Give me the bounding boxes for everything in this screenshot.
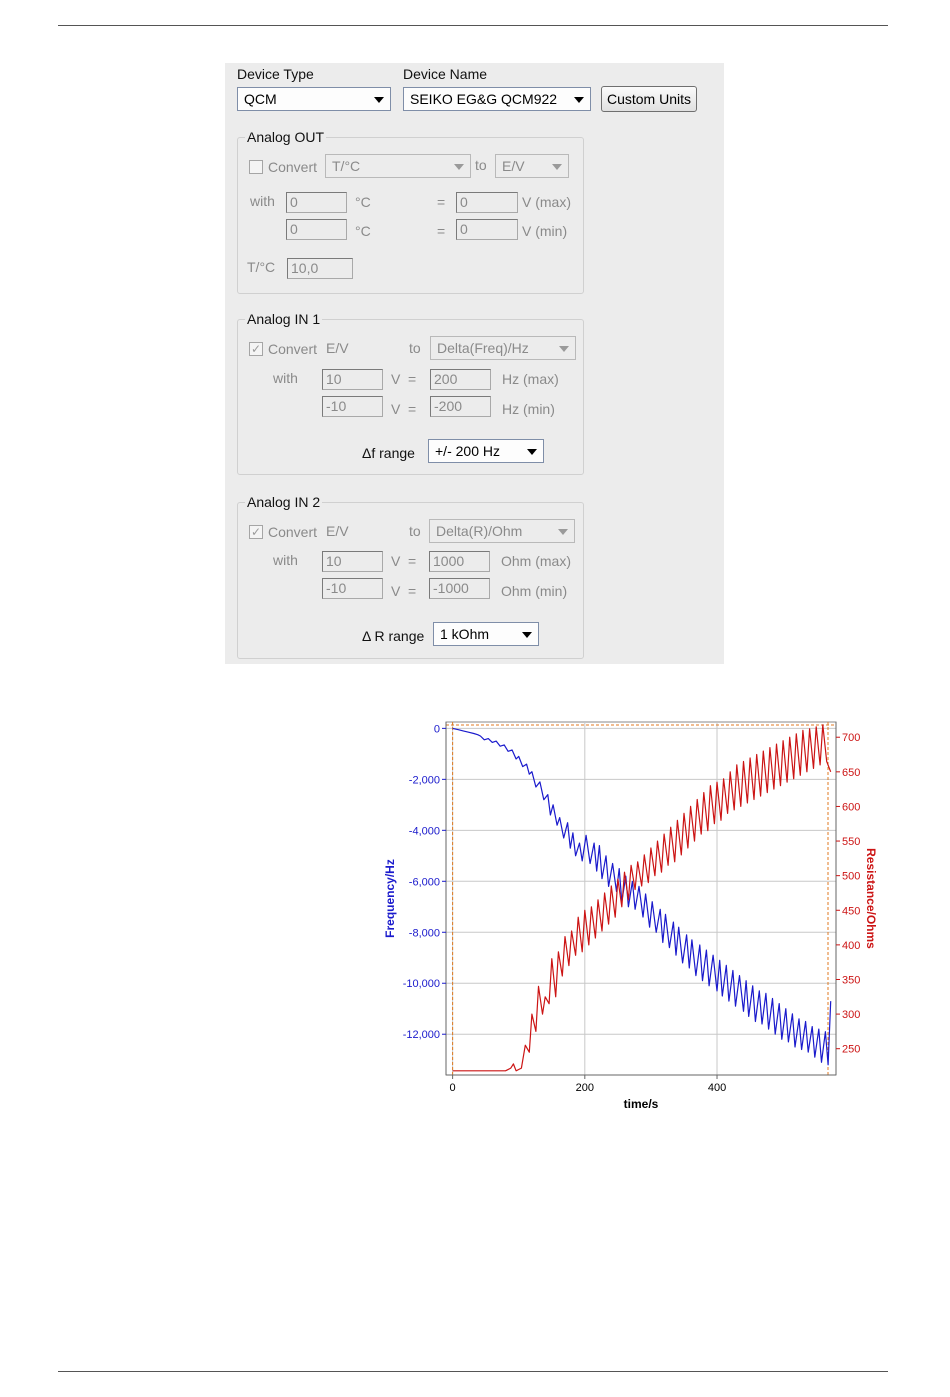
y2-axis-label: Resistance/Ohms — [864, 848, 878, 949]
analog-in1-with-label: with — [273, 370, 298, 386]
analog-in2-min-output-unit: Ohm (min) — [501, 583, 568, 599]
device-type-value: QCM — [244, 91, 277, 107]
analog-out-max-output-unit: V (max) — [522, 194, 571, 210]
analog-in1-max-input[interactable]: 10 — [322, 369, 383, 390]
device-settings-panel — [225, 63, 724, 664]
analog-in2-max-output-unit: Ohm (max) — [501, 553, 571, 569]
analog-in1-range-select[interactable] — [428, 439, 544, 463]
analog-in1-convert-label: Convert — [268, 341, 318, 357]
y2-tick-label: 250 — [842, 1043, 861, 1056]
analog-in2-convert-checkbox[interactable] — [249, 525, 263, 539]
y2-tick-label: 500 — [842, 870, 861, 883]
check-icon: ✓ — [250, 525, 262, 539]
y-tick-label: -12,000 — [402, 1029, 440, 1042]
analog-in2-convert-label: Convert — [268, 524, 318, 540]
analog-in1-to-value: Delta(Freq)/Hz — [437, 340, 529, 356]
device-name-select[interactable] — [403, 87, 591, 111]
device-type-label: Device Type — [237, 66, 314, 82]
analog-out-max-input[interactable]: 0 — [286, 192, 347, 213]
analog-out-min-input[interactable]: 0 — [286, 219, 347, 240]
analog-out-title: Analog OUT — [247, 129, 325, 145]
check-icon: ✓ — [250, 342, 262, 356]
analog-in1-min-output-unit: Hz (min) — [502, 401, 555, 417]
analog-out-to-value: E/V — [502, 158, 525, 174]
analog-in2-max-output[interactable]: 1000 — [429, 551, 490, 572]
analog-in2-range-label: Δ R range — [362, 628, 425, 644]
analog-out-convert-checkbox[interactable] — [249, 160, 263, 174]
analog-out-min-output-unit: V (min) — [522, 223, 568, 239]
analog-in1-range-label: Δf range — [362, 445, 415, 461]
analog-in1-max-output-unit: Hz (max) — [502, 371, 559, 387]
analog-in2-from-unit: E/V — [326, 523, 349, 539]
analog-out-min-eq: = — [437, 223, 446, 239]
device-name-label: Device Name — [403, 66, 488, 82]
y2-tick-label: 550 — [842, 836, 861, 849]
analog-in1-min-input[interactable]: -10 — [322, 396, 383, 417]
analog-in2-min-eq: = — [408, 583, 417, 599]
y2-tick-label: 450 — [842, 905, 861, 918]
analog-out-convert-label: Convert — [268, 159, 318, 175]
y-tick-label: -6,000 — [408, 876, 440, 889]
analog-out-min-output[interactable]: 0 — [456, 219, 518, 240]
chevron-down-icon — [559, 346, 569, 352]
analog-in1-max-input-unit: V — [391, 371, 401, 387]
analog-out-to-select[interactable] — [495, 154, 569, 178]
analog-out-from-value: T/°C — [332, 158, 361, 174]
y-tick-label: -8,000 — [408, 927, 440, 940]
y2-tick-label: 600 — [842, 801, 861, 814]
analog-in2-title: Analog IN 2 — [247, 494, 321, 510]
analog-out-to-label: to — [475, 157, 487, 173]
chevron-down-icon — [527, 449, 537, 455]
analog-in2-range-value: 1 kOhm — [440, 626, 490, 642]
device-name-value: SEIKO EG&G QCM922 — [410, 91, 558, 107]
x-tick-label: 200 — [575, 1082, 594, 1094]
x-axis-label: time/s — [623, 1097, 659, 1111]
y-axis-label: Frequency/Hz — [383, 859, 397, 938]
analog-in1-title: Analog IN 1 — [247, 311, 321, 327]
y-tick-label: 0 — [433, 723, 440, 736]
y-tick-label: -2,000 — [408, 774, 440, 787]
frequency-resistance-chart — [370, 714, 890, 1114]
analog-in2-to-label: to — [409, 523, 421, 539]
y2-tick-label: 700 — [842, 732, 861, 745]
analog-out-from-select[interactable] — [325, 154, 471, 178]
x-tick-label: 0 — [449, 1082, 456, 1094]
y-tick-label: -10,000 — [402, 978, 440, 991]
chevron-down-icon — [558, 529, 568, 535]
analog-out-max-input-unit: °C — [355, 194, 371, 210]
analog-in1-max-eq: = — [408, 371, 417, 387]
x-tick-label: 400 — [707, 1082, 727, 1094]
y-tick-label: -4,000 — [408, 825, 440, 838]
device-type-select[interactable] — [237, 87, 391, 111]
analog-out-max-output[interactable]: 0 — [456, 192, 518, 213]
analog-in2-max-input-unit: V — [391, 553, 401, 569]
analog-in1-min-output[interactable]: -200 — [430, 396, 491, 417]
analog-in1-to-select[interactable] — [430, 336, 576, 360]
custom-units-button[interactable]: Custom Units — [601, 86, 697, 112]
y2-tick-label: 400 — [842, 939, 861, 952]
analog-in1-min-eq: = — [408, 401, 417, 417]
analog-in2-min-input[interactable]: -10 — [322, 578, 383, 599]
analog-in2-with-label: with — [273, 552, 298, 568]
chevron-down-icon — [574, 97, 584, 103]
chevron-down-icon — [552, 164, 562, 170]
analog-out-min-input-unit: °C — [355, 223, 371, 239]
y2-tick-label: 650 — [842, 766, 861, 779]
chevron-down-icon — [522, 632, 532, 638]
analog-in2-max-input[interactable]: 10 — [322, 551, 383, 572]
analog-in1-to-label: to — [409, 340, 421, 356]
analog-out-t-label: T/°C — [247, 259, 276, 275]
chevron-down-icon — [374, 97, 384, 103]
analog-out-max-eq: = — [437, 194, 446, 210]
y2-tick-label: 350 — [842, 974, 861, 987]
chevron-down-icon — [454, 164, 464, 170]
header-rule — [58, 25, 888, 26]
analog-in2-to-select[interactable] — [429, 519, 575, 543]
analog-in1-from-unit: E/V — [326, 340, 349, 356]
analog-in1-max-output[interactable]: 200 — [430, 369, 491, 390]
analog-in2-to-value: Delta(R)/Ohm — [436, 523, 523, 539]
analog-in1-min-input-unit: V — [391, 401, 401, 417]
y2-tick-label: 300 — [842, 1009, 861, 1022]
analog-in2-max-eq: = — [408, 553, 417, 569]
analog-in1-convert-checkbox[interactable] — [249, 342, 263, 356]
analog-out-with-label: with — [250, 193, 275, 209]
analog-in2-min-output[interactable]: -1000 — [429, 578, 490, 599]
analog-in2-range-select[interactable] — [433, 622, 539, 646]
footer-rule — [58, 1371, 888, 1372]
analog-out-t-input[interactable]: 10,0 — [287, 258, 353, 279]
analog-in2-min-input-unit: V — [391, 583, 401, 599]
analog-in1-range-value: +/- 200 Hz — [435, 443, 500, 459]
